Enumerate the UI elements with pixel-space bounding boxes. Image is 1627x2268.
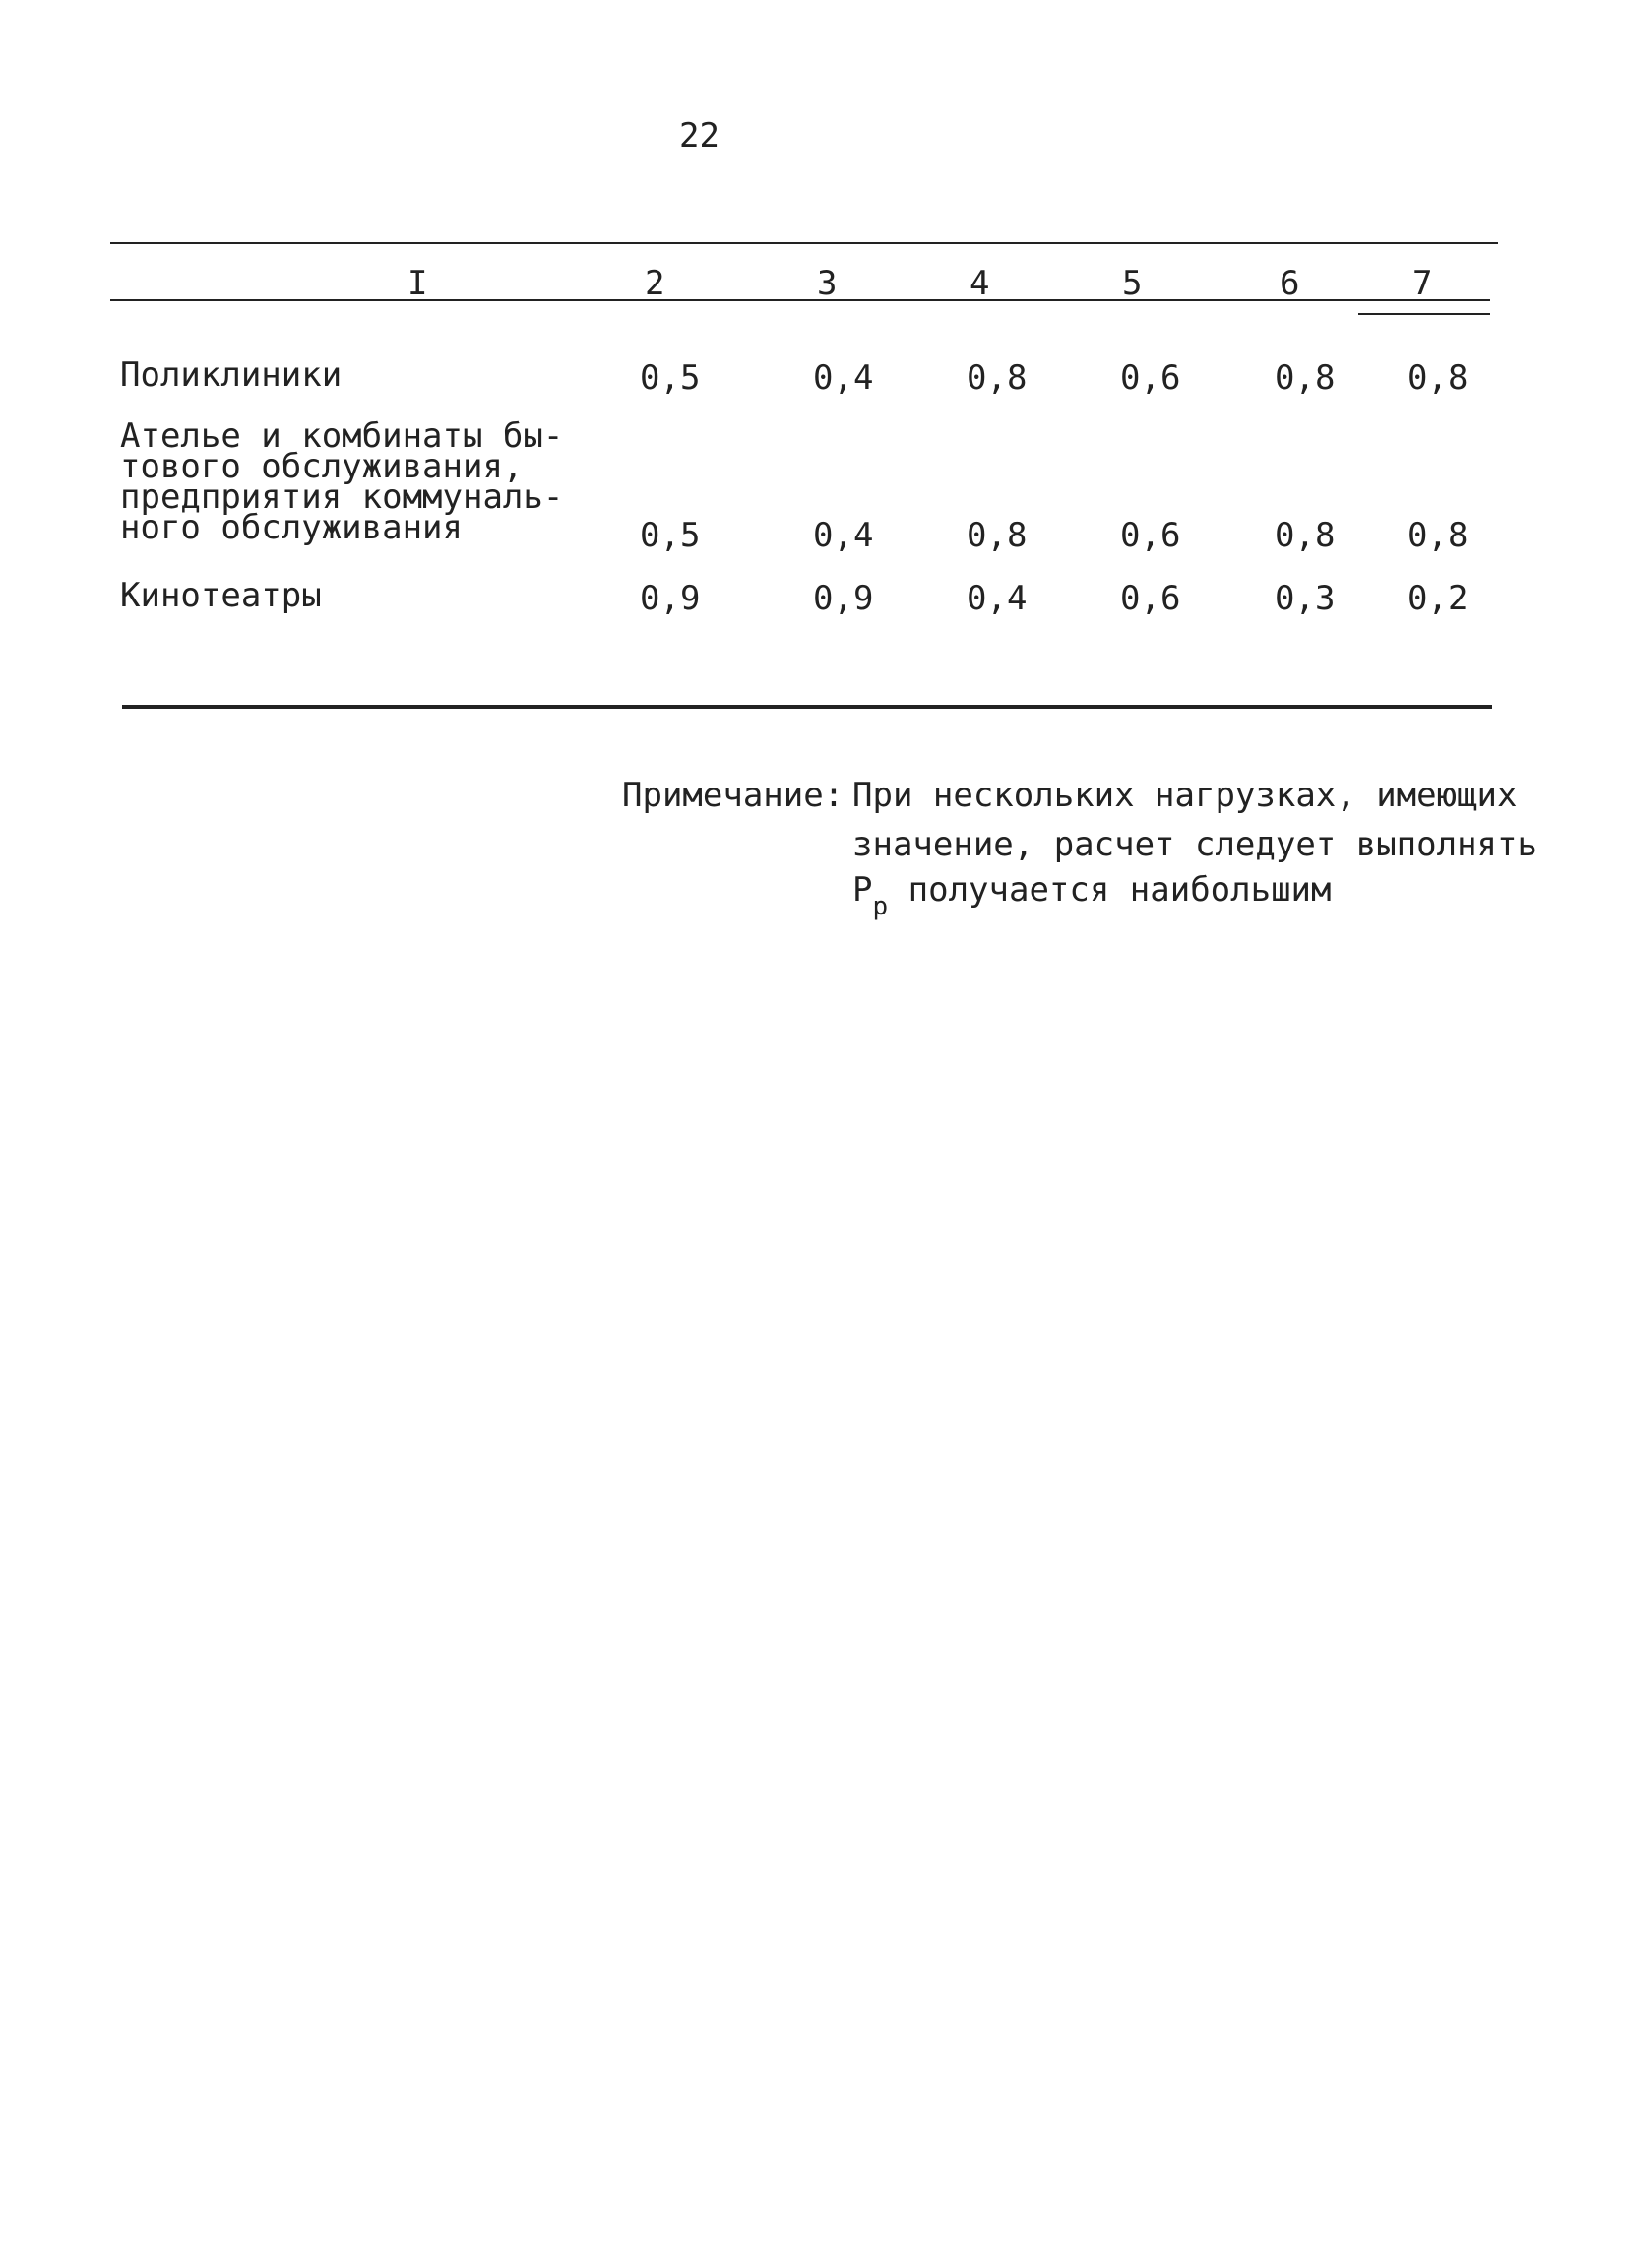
- value-cell: 0,3: [1275, 579, 1336, 618]
- row-label: [120, 576, 322, 615]
- note-line-2: значение, расчет следует выполнять: [852, 825, 1537, 864]
- value-cell: 0,6: [1120, 579, 1181, 618]
- table-header-rule-right: [1358, 313, 1490, 315]
- page-number: 22: [679, 116, 720, 156]
- value-cell: 0,4: [967, 579, 1028, 618]
- row-label: [120, 355, 343, 395]
- header-cell-1: I: [407, 264, 428, 303]
- value-cell: 0,5: [640, 358, 701, 398]
- value-cell: 0,5: [640, 516, 701, 555]
- header-cell-7: 7: [1412, 264, 1433, 303]
- value-cell: 0,6: [1120, 358, 1181, 398]
- row-label: [120, 416, 564, 547]
- note-line-1: При нескольких нагрузках, имеющих: [852, 776, 1518, 815]
- value-cell: 0,6: [1120, 516, 1181, 555]
- note-line-3: [852, 870, 1332, 921]
- row-label-line: Поликлиники: [120, 355, 343, 395]
- value-cell: 0,8: [1275, 358, 1336, 398]
- table-top-rule: [110, 242, 1498, 244]
- header-cell-4: 4: [970, 264, 990, 303]
- value-cell: 0,9: [640, 579, 701, 618]
- row-label-line: Кинотеатры: [120, 576, 322, 615]
- value-cell: 0,4: [813, 358, 874, 398]
- value-cell: 0,8: [1408, 358, 1469, 398]
- row-label-line: тового обслуживания,: [120, 447, 524, 486]
- header-cell-3: 3: [817, 264, 838, 303]
- value-cell: 0,8: [967, 516, 1028, 555]
- power-symbol: P: [852, 870, 873, 910]
- header-cell-5: 5: [1122, 264, 1143, 303]
- header-cell-6: 6: [1280, 264, 1300, 303]
- row-label-line: предприятия коммуналь-: [120, 477, 564, 517]
- value-cell: 0,9: [813, 579, 874, 618]
- row-label-line: ного обслуживания: [120, 508, 463, 547]
- value-cell: 0,8: [967, 358, 1028, 398]
- header-cell-2: 2: [645, 264, 665, 303]
- value-cell: 0,2: [1408, 579, 1469, 618]
- power-subscript: p: [872, 892, 889, 921]
- note-title: Примечание:: [622, 776, 845, 815]
- row-label-line: Ателье и комбинаты бы-: [120, 416, 564, 456]
- value-cell: 0,8: [1275, 516, 1336, 555]
- table-bottom-rule: [122, 705, 1492, 709]
- note-line-3-text: получается наибольшим: [907, 870, 1332, 910]
- value-cell: 0,8: [1408, 516, 1469, 555]
- value-cell: 0,4: [813, 516, 874, 555]
